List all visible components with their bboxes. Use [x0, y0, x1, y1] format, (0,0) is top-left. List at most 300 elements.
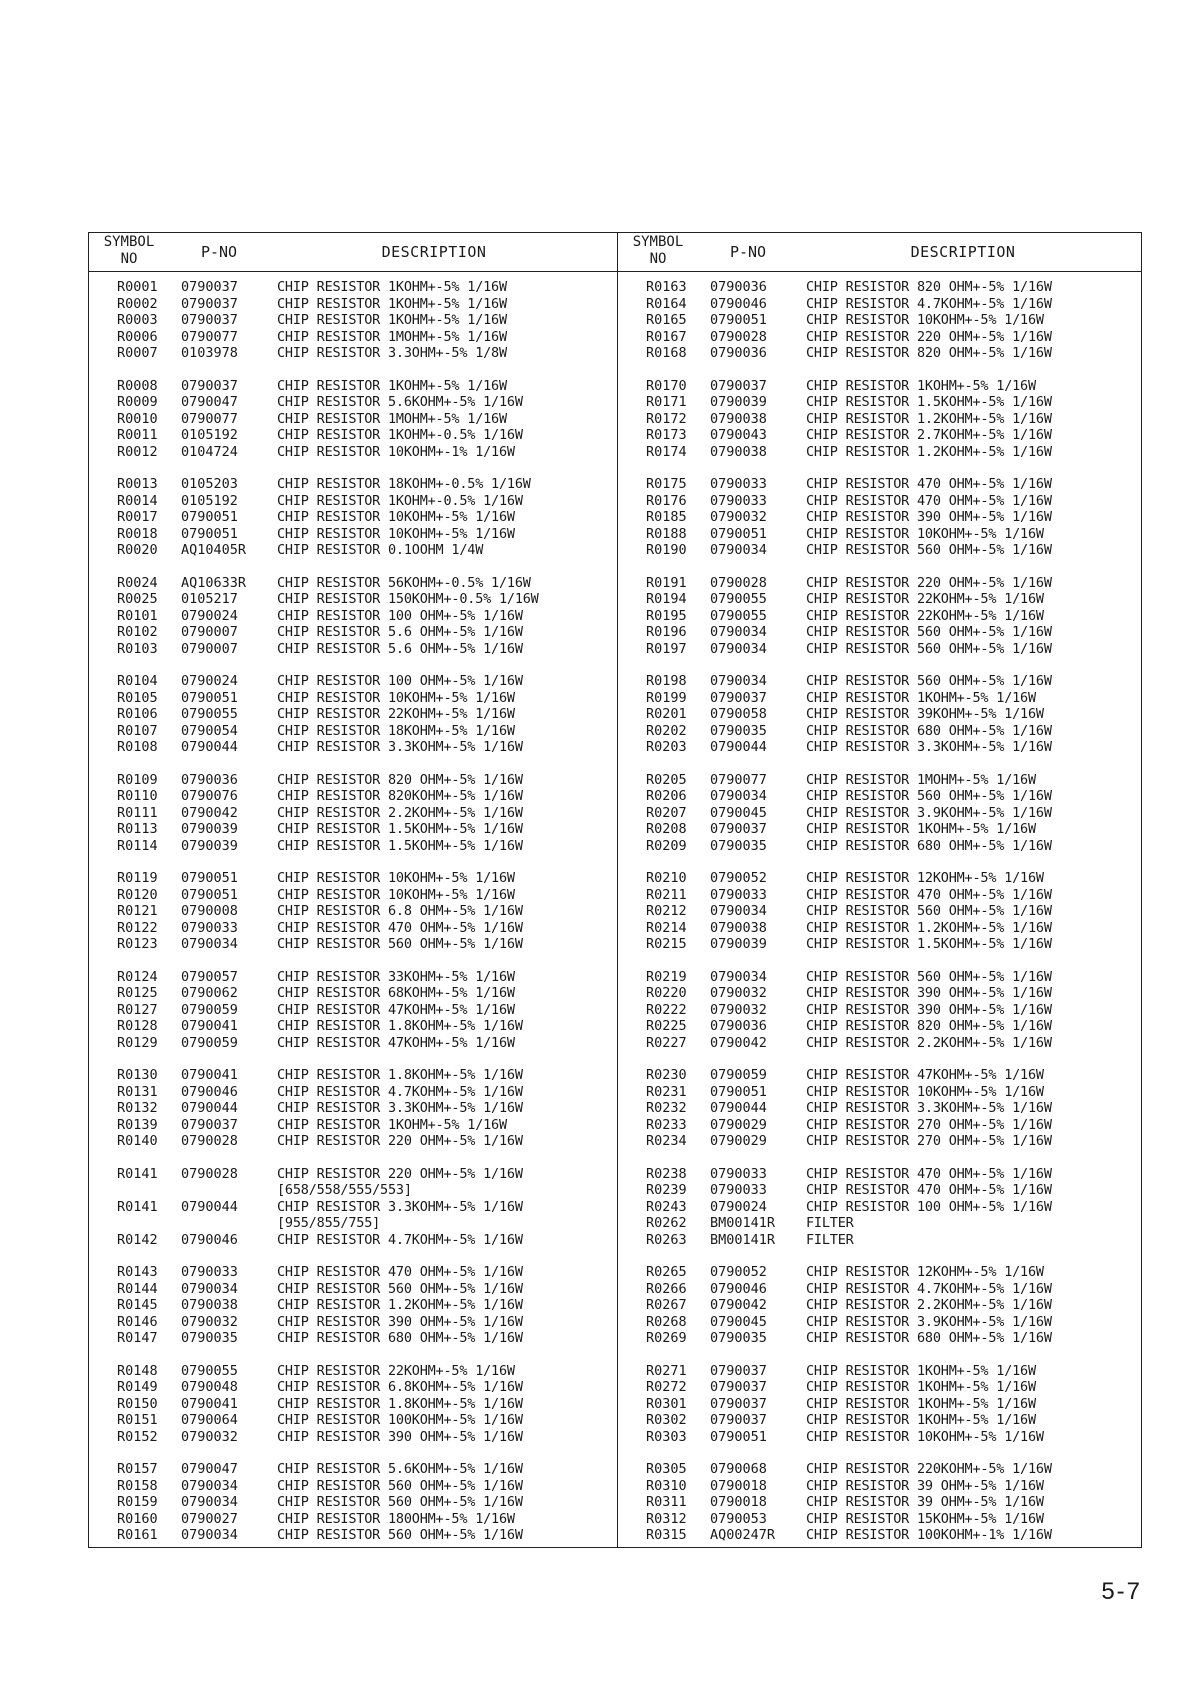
symbol-no: R0212 — [646, 903, 687, 919]
part-no: AQ00247R — [710, 1527, 776, 1543]
table-row — [89, 690, 616, 707]
table-row — [618, 1100, 1145, 1117]
right-half — [618, 233, 1145, 1547]
description: CHIP RESISTOR 1.5KOHM+-5% 1/16W — [806, 936, 1052, 952]
symbol-no: R0268 — [646, 1313, 687, 1330]
symbol-no: R0009 — [117, 394, 158, 410]
description: CHIP RESISTOR 10KOHM+-5% 1/16W — [277, 525, 515, 542]
symbol-no: R0225 — [646, 1018, 687, 1034]
part-no: 0790041 — [181, 1018, 238, 1034]
table-row — [618, 1002, 1145, 1019]
description: CHIP RESISTOR 560 OHM+-5% 1/16W — [806, 542, 1052, 558]
description: CHIP RESISTOR 10KOHM+-5% 1/16W — [806, 1428, 1044, 1445]
description: CHIP RESISTOR 56KOHM+-0.5% 1/16W — [277, 574, 531, 591]
table-row — [89, 1232, 616, 1249]
description: CHIP RESISTOR 6.8KOHM+-5% 1/16W — [277, 1379, 523, 1395]
part-no: 0790062 — [181, 985, 238, 1001]
symbol-no: R0210 — [646, 870, 687, 886]
symbol-no: R0003 — [117, 312, 158, 328]
table-row — [89, 1379, 616, 1396]
part-no: 0104724 — [181, 443, 238, 460]
table-row — [89, 673, 616, 690]
table-row — [618, 969, 1145, 986]
table-row — [89, 1412, 616, 1429]
table-row — [618, 411, 1145, 428]
description: CHIP RESISTOR 4.7KOHM+-5% 1/16W — [277, 1231, 523, 1248]
description: CHIP RESISTOR 4.7KOHM+-5% 1/16W — [806, 295, 1052, 312]
table-row — [618, 1412, 1145, 1429]
description: CHIP RESISTOR 270 OHM+-5% 1/16W — [806, 1116, 1052, 1133]
symbol-no: R0164 — [646, 295, 687, 312]
symbol-no: R0149 — [117, 1379, 158, 1395]
part-no: 0790039 — [710, 936, 767, 952]
description: CHIP RESISTOR 39 OHM+-5% 1/16W — [806, 1477, 1044, 1494]
symbol-no: R0142 — [117, 1231, 158, 1248]
part-no: 0790034 — [710, 903, 767, 919]
symbol-no: R0121 — [117, 903, 158, 919]
part-no: 0790034 — [181, 1494, 238, 1510]
description: CHIP RESISTOR 6.8 OHM+-5% 1/16W — [277, 903, 523, 919]
description: CHIP RESISTOR 220 OHM+-5% 1/16W — [806, 574, 1052, 591]
description: CHIP RESISTOR 1.5KOHM+-5% 1/16W — [277, 837, 523, 854]
symbol-no: R0220 — [646, 985, 687, 1001]
symbol-no: R0111 — [117, 804, 158, 821]
part-no: 0105192 — [181, 492, 238, 509]
symbol-no: R0001 — [117, 279, 158, 295]
symbol-no: R0107 — [117, 722, 158, 739]
table-row — [618, 279, 1145, 296]
part-no: 0790037 — [710, 1362, 767, 1379]
table-row — [89, 1363, 616, 1380]
part-no: 0790059 — [181, 1034, 238, 1051]
description: CHIP RESISTOR 560 OHM+-5% 1/16W — [806, 624, 1052, 640]
part-no: 0790032 — [181, 1313, 238, 1330]
part-no: 0790034 — [181, 1477, 238, 1494]
table-row — [89, 1314, 616, 1331]
table-row — [89, 641, 616, 658]
table-row — [89, 838, 616, 855]
symbol-no: R0302 — [646, 1412, 687, 1428]
part-no: 0790059 — [181, 1001, 238, 1018]
description: CHIP RESISTOR 2.2KOHM+-5% 1/16W — [806, 1297, 1052, 1313]
symbol-no: R0018 — [117, 525, 158, 542]
symbol-no: R0148 — [117, 1362, 158, 1379]
part-no: 0790036 — [710, 345, 767, 361]
table-row — [89, 526, 616, 543]
table-row — [89, 329, 616, 346]
symbol-no: R0167 — [646, 328, 687, 345]
symbol-no: R0132 — [117, 1100, 158, 1116]
description: CHIP RESISTOR 2.2KOHM+-5% 1/16W — [806, 1034, 1052, 1051]
table-row — [618, 329, 1145, 346]
table-row — [618, 1117, 1145, 1134]
table-row — [618, 624, 1145, 641]
table-row — [89, 575, 616, 592]
table-row — [89, 493, 616, 510]
table-row — [89, 887, 616, 904]
description: CHIP RESISTOR 10KOHM+-5% 1/16W — [277, 689, 515, 706]
table-row — [618, 608, 1145, 625]
part-no: 0790051 — [181, 525, 238, 542]
table-row — [89, 509, 616, 526]
part-no: 0790058 — [710, 706, 767, 722]
symbol-no: R0202 — [646, 722, 687, 739]
symbol-no: R0006 — [117, 328, 158, 345]
part-no: 0790037 — [181, 377, 238, 394]
description: CHIP RESISTOR 4.7KOHM+-5% 1/16W — [277, 1083, 523, 1100]
left-half — [89, 233, 616, 1547]
description: CHIP RESISTOR 33KOHM+-5% 1/16W — [277, 968, 515, 985]
description: CHIP RESISTOR 470 OHM+-5% 1/16W — [806, 492, 1052, 509]
symbol-no: R0211 — [646, 886, 687, 903]
symbol-no: R0199 — [646, 689, 687, 706]
description: CHIP RESISTOR 1.5KOHM+-5% 1/16W — [806, 394, 1052, 410]
part-no: 0790018 — [710, 1494, 767, 1510]
description: CHIP RESISTOR 470 OHM+-5% 1/16W — [806, 1182, 1052, 1198]
symbol-no: R0206 — [646, 788, 687, 804]
table-row — [618, 1363, 1145, 1380]
part-no: 0790035 — [710, 722, 767, 739]
description: CHIP RESISTOR 3.9KOHM+-5% 1/16W — [806, 804, 1052, 821]
symbol-no: R0011 — [117, 427, 158, 443]
description: FILTER — [806, 1231, 854, 1248]
symbol-no: R0310 — [646, 1477, 687, 1494]
description: CHIP RESISTOR 10KOHM+-5% 1/16W — [277, 509, 515, 525]
table-row — [89, 1100, 616, 1117]
table-header-left — [89, 233, 616, 271]
symbol-no: R0263 — [646, 1231, 687, 1248]
part-no: 0790038 — [710, 443, 767, 460]
description: CHIP RESISTOR 4.7KOHM+-5% 1/16W — [806, 1280, 1052, 1297]
table-row — [89, 345, 616, 362]
table-row — [89, 739, 616, 756]
table-row — [89, 378, 616, 395]
part-no: 0790044 — [181, 1100, 238, 1116]
description: CHIP RESISTOR 10KOHM+-5% 1/16W — [806, 312, 1044, 328]
symbol-no: R0128 — [117, 1018, 158, 1034]
table-row — [618, 526, 1145, 543]
description: CHIP RESISTOR 680 OHM+-5% 1/16W — [277, 1330, 523, 1346]
description: CHIP RESISTOR 3.3KOHM+-5% 1/16W — [277, 739, 523, 755]
description: CHIP RESISTOR 560 OHM+-5% 1/16W — [277, 1280, 523, 1297]
table-row — [618, 903, 1145, 920]
symbol-no: R0102 — [117, 624, 158, 640]
part-no: 0790054 — [181, 722, 238, 739]
symbol-no: R0215 — [646, 936, 687, 952]
symbol-no: R0108 — [117, 739, 158, 755]
part-no: 0790042 — [710, 1034, 767, 1051]
part-no: 0790052 — [710, 1264, 767, 1280]
symbol-no: R0120 — [117, 886, 158, 903]
symbol-no: R0173 — [646, 427, 687, 443]
symbol-no: R0157 — [117, 1461, 158, 1477]
part-no: 0790029 — [710, 1133, 767, 1149]
part-no: 0790007 — [181, 624, 238, 640]
part-no: 0790051 — [181, 870, 238, 886]
description: CHIP RESISTOR 820KOHM+-5% 1/16W — [277, 788, 523, 804]
part-no: 0790038 — [710, 410, 767, 427]
description: CHIP RESISTOR 1KOHM+-5% 1/16W — [277, 312, 507, 328]
part-no: 0790033 — [710, 886, 767, 903]
symbol-no: R0194 — [646, 591, 687, 607]
part-no: 0790034 — [710, 624, 767, 640]
part-no: 0790032 — [710, 509, 767, 525]
description: CHIP RESISTOR 470 OHM+-5% 1/16W — [277, 919, 523, 936]
description: CHIP RESISTOR 180OHM+-5% 1/16W — [277, 1510, 515, 1527]
part-no: 0790044 — [181, 739, 238, 755]
symbol-no: R0176 — [646, 492, 687, 509]
description: CHIP RESISTOR 1.8KOHM+-5% 1/16W — [277, 1395, 523, 1412]
part-no: 0790041 — [181, 1067, 238, 1083]
description: CHIP RESISTOR 560 OHM+-5% 1/16W — [806, 788, 1052, 804]
table-row — [618, 821, 1145, 838]
table-row — [89, 1264, 616, 1281]
part-no: 0790051 — [710, 312, 767, 328]
part-no: 0790024 — [181, 673, 238, 689]
part-no: 0790029 — [710, 1116, 767, 1133]
table-row — [89, 903, 616, 920]
table-row — [618, 805, 1145, 822]
table-row — [618, 1429, 1145, 1446]
symbol-no: R0101 — [117, 607, 158, 624]
table-row — [618, 723, 1145, 740]
table-row — [89, 312, 616, 329]
description: CHIP RESISTOR 1KOHM+-5% 1/16W — [277, 377, 507, 394]
symbol-no: R0013 — [117, 476, 158, 492]
symbol-no: R0312 — [646, 1510, 687, 1527]
table-row — [89, 444, 616, 461]
description: CHIP RESISTOR 100KOHM+-5% 1/16W — [277, 1412, 523, 1428]
description: CHIP RESISTOR 470 OHM+-5% 1/16W — [806, 476, 1052, 492]
part-no: 0790035 — [181, 1330, 238, 1346]
table-row — [618, 985, 1145, 1002]
table-row — [618, 1035, 1145, 1052]
description: CHIP RESISTOR 220 OHM+-5% 1/16W — [277, 1165, 523, 1182]
part-no: 0790055 — [710, 591, 767, 607]
table-row — [618, 690, 1145, 707]
part-no: 0790051 — [181, 689, 238, 706]
table-row — [618, 887, 1145, 904]
part-no: 0790034 — [710, 640, 767, 657]
symbol-no: R0007 — [117, 345, 158, 361]
symbol-no: R0209 — [646, 837, 687, 854]
symbol-no: R0010 — [117, 410, 158, 427]
part-no: 0790032 — [710, 1001, 767, 1018]
symbol-no: R0129 — [117, 1034, 158, 1051]
symbol-no: R0123 — [117, 936, 158, 952]
part-no: 0790059 — [710, 1067, 767, 1083]
part-no: 0790052 — [710, 870, 767, 886]
table-row — [618, 1067, 1145, 1084]
table-row — [89, 723, 616, 740]
symbol-no: R0140 — [117, 1133, 158, 1149]
description: CHIP RESISTOR 680 OHM+-5% 1/16W — [806, 722, 1052, 739]
part-no: 0790037 — [181, 1116, 238, 1133]
table-row — [89, 1429, 616, 1446]
part-no: 0790039 — [710, 394, 767, 410]
header-symbol-line2: NO — [120, 251, 138, 267]
symbol-no: R0161 — [117, 1527, 158, 1543]
description: CHIP RESISTOR 5.6KOHM+-5% 1/16W — [277, 1461, 523, 1477]
left-rows — [89, 279, 616, 1544]
table-row — [89, 772, 616, 789]
part-no: 0790037 — [710, 1412, 767, 1428]
part-no: 0790027 — [181, 1510, 238, 1527]
description: CHIP RESISTOR 2.2KOHM+-5% 1/16W — [277, 804, 523, 821]
table-row — [89, 1018, 616, 1035]
symbol-no: R0207 — [646, 804, 687, 821]
description: CHIP RESISTOR 3.3OHM+-5% 1/8W — [277, 345, 507, 361]
table-row — [618, 1379, 1145, 1396]
part-no: 0790036 — [710, 279, 767, 295]
description: CHIP RESISTOR 1KOHM+-5% 1/16W — [277, 295, 507, 312]
part-no: 0105217 — [181, 591, 238, 607]
symbol-no: R0113 — [117, 821, 158, 837]
description: CHIP RESISTOR 10KOHM+-5% 1/16W — [277, 886, 515, 903]
part-no: 0790041 — [181, 1395, 238, 1412]
description: CHIP RESISTOR 390 OHM+-5% 1/16W — [806, 985, 1052, 1001]
part-no: 0790033 — [710, 1165, 767, 1182]
symbol-no: R0232 — [646, 1100, 687, 1116]
symbol-no: R0151 — [117, 1412, 158, 1428]
table-row — [618, 1084, 1145, 1101]
part-no: 0790048 — [181, 1379, 238, 1395]
symbol-no: R0163 — [646, 279, 687, 295]
table-row — [618, 673, 1145, 690]
table-row — [618, 1281, 1145, 1298]
part-no: 0790037 — [181, 312, 238, 328]
table-row — [618, 1511, 1145, 1528]
part-no: 0790042 — [710, 1297, 767, 1313]
description: CHIP RESISTOR 18KOHM+-5% 1/16W — [277, 722, 515, 739]
table-row — [89, 1002, 616, 1019]
part-no: 0790055 — [710, 607, 767, 624]
symbol-no: R0205 — [646, 771, 687, 788]
symbol-no: R0103 — [117, 640, 158, 657]
table-row — [89, 1330, 616, 1347]
table-row — [89, 870, 616, 887]
symbol-no: R0024 — [117, 574, 158, 591]
page-number: 5-7 — [1101, 1578, 1142, 1605]
table-row — [89, 427, 616, 444]
description: CHIP RESISTOR 560 OHM+-5% 1/16W — [806, 640, 1052, 657]
description: CHIP RESISTOR 470 OHM+-5% 1/16W — [806, 1165, 1052, 1182]
part-no: 0790055 — [181, 706, 238, 722]
symbol-no: R0230 — [646, 1067, 687, 1083]
table-row — [89, 821, 616, 838]
table-row — [618, 1314, 1145, 1331]
part-no: 0790051 — [181, 509, 238, 525]
part-no: 0790046 — [181, 1083, 238, 1100]
description: CHIP RESISTOR 220KOHM+-5% 1/16W — [806, 1461, 1052, 1477]
part-no: 0790053 — [710, 1510, 767, 1527]
description: CHIP RESISTOR 820 OHM+-5% 1/16W — [277, 771, 523, 788]
table-row — [618, 1182, 1145, 1199]
symbol-no: R0262 — [646, 1215, 687, 1231]
symbol-no: R0020 — [117, 542, 158, 558]
table-row — [618, 345, 1145, 362]
description: CHIP RESISTOR 1MOHM+-5% 1/16W — [806, 771, 1036, 788]
part-no: 0790044 — [710, 1100, 767, 1116]
table-row — [618, 1215, 1145, 1232]
symbol-no: R0109 — [117, 771, 158, 788]
symbol-no: R0185 — [646, 509, 687, 525]
description: CHIP RESISTOR 22KOHM+-5% 1/16W — [277, 1362, 515, 1379]
part-no: 0790024 — [710, 1198, 767, 1215]
symbol-no: R0130 — [117, 1067, 158, 1083]
table-row — [618, 1199, 1145, 1216]
table-row — [618, 1527, 1145, 1544]
table-row — [89, 1281, 616, 1298]
header-description: DESCRIPTION — [381, 243, 487, 261]
part-no: 0790051 — [181, 886, 238, 903]
symbol-no: R0197 — [646, 640, 687, 657]
description: CHIP RESISTOR 1KOHM+-0.5% 1/16W — [277, 492, 523, 509]
description: CHIP RESISTOR 5.6 OHM+-5% 1/16W — [277, 640, 523, 657]
description: CHIP RESISTOR 22KOHM+-5% 1/16W — [277, 706, 515, 722]
table-row — [618, 936, 1145, 953]
part-no: 0790034 — [710, 673, 767, 689]
description: CHIP RESISTOR 0.1OOHM 1/4W — [277, 542, 484, 558]
table-row — [89, 1035, 616, 1052]
part-no: 0790008 — [181, 903, 238, 919]
table-row — [89, 476, 616, 493]
description: CHIP RESISTOR 3.3KOHM+-5% 1/16W — [277, 1198, 523, 1215]
table-row — [618, 1461, 1145, 1478]
description: CHIP RESISTOR 1KOHM+-5% 1/16W — [806, 1362, 1036, 1379]
symbol-no: R0203 — [646, 739, 687, 755]
table-row — [89, 1084, 616, 1101]
table-row — [618, 394, 1145, 411]
part-no: 0105203 — [181, 476, 238, 492]
description: CHIP RESISTOR 47KOHM+-5% 1/16W — [806, 1067, 1044, 1083]
description: CHIP RESISTOR 270 OHM+-5% 1/16W — [806, 1133, 1052, 1149]
symbol-no: R0191 — [646, 574, 687, 591]
part-no: 0790028 — [710, 328, 767, 345]
symbol-no: R0002 — [117, 295, 158, 312]
symbol-no: R0152 — [117, 1428, 158, 1445]
description: CHIP RESISTOR 560 OHM+-5% 1/16W — [806, 673, 1052, 689]
description: [955/855/755] — [277, 1215, 381, 1231]
symbol-no: R0014 — [117, 492, 158, 509]
table-row — [618, 1133, 1145, 1150]
part-no: 0790068 — [710, 1461, 767, 1477]
right-rows — [618, 279, 1145, 1544]
description: CHIP RESISTOR 390 OHM+-5% 1/16W — [806, 1001, 1052, 1018]
symbol-no: R0227 — [646, 1034, 687, 1051]
description: CHIP RESISTOR 47KOHM+-5% 1/16W — [277, 1001, 515, 1018]
symbol-no: R0147 — [117, 1330, 158, 1346]
part-no: 0790028 — [181, 1133, 238, 1149]
parts-list-table — [88, 232, 1142, 1548]
part-no: 0790037 — [710, 821, 767, 837]
part-no: 0790037 — [710, 689, 767, 706]
symbol-no: R0238 — [646, 1165, 687, 1182]
table-header-right — [618, 233, 1145, 271]
description: CHIP RESISTOR 1KOHM+-5% 1/16W — [806, 1379, 1036, 1395]
part-no: 0790045 — [710, 1313, 767, 1330]
description: CHIP RESISTOR 680 OHM+-5% 1/16W — [806, 1330, 1052, 1346]
description: CHIP RESISTOR 22KOHM+-5% 1/16W — [806, 607, 1044, 624]
table-row — [618, 493, 1145, 510]
part-no: 0790057 — [181, 968, 238, 985]
table-row — [618, 1494, 1145, 1511]
symbol-no: R0114 — [117, 837, 158, 854]
part-no: AQ10633R — [181, 574, 247, 591]
description: CHIP RESISTOR 1.2KOHM+-5% 1/16W — [277, 1297, 523, 1313]
part-no: 0790037 — [710, 1379, 767, 1395]
part-no: 0790037 — [181, 295, 238, 312]
